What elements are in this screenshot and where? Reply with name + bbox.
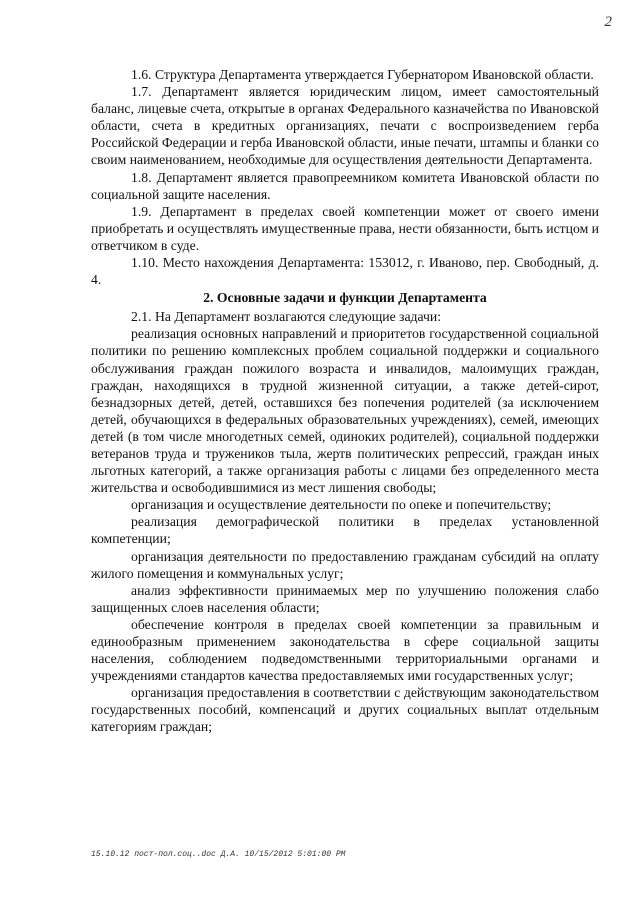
paragraph-1-8: 1.8. Департамент является правопреемником комитета Ивановской области по социальной защите населения. (91, 169, 599, 202)
paragraph-1-6: 1.6. Структура Департамента утверждается Губернатором Ивановской области. (131, 67, 594, 82)
task-item: организация и осуществление деятельности по опеке и попечительству; (131, 497, 552, 513)
task-item: обеспечение контроля в пределах своей компетенции за правильным и единообразным применением законодательства в сфере социальной защиты населения, соблюдением подведомственными территориальными органами и учреждениями стандартов качества предоставляемых ими государственных услуг; (91, 616, 599, 684)
paragraph-1-10: 1.10. Место нахождения Департамента: 153012, г. Иваново, пер. Свободный, д. 4. (91, 255, 599, 288)
paragraph-1-9: 1.9. Департамент в пределах своей компетенции может от своего имени приобретать и осуществлять имущественные права, нести обязанности, быть истцом и ответчиком в суде. (91, 203, 599, 253)
section-heading: 2. Основные задачи и функции Департамента (203, 290, 487, 306)
document-footer: 15.10.12 пост-пол.соц..doc Д.А. 10/15/2012 5:01:00 PM (91, 850, 346, 859)
task-item: организация деятельности по предоставлению гражданам субсидий на оплату жилого помещения и коммунальных услуг; (91, 548, 599, 581)
document-body (91, 66, 599, 736)
task-item: реализация демографической политики в пределах установленной компетенции; (91, 514, 599, 547)
task-item: анализ эффективности принимаемых мер по улучшению положения слабо защищенных слоев населения области; (91, 582, 599, 615)
page-number: 2 (604, 14, 612, 30)
paragraph-1-7: 1.7. Департамент является юридическим лицом, имеет самостоятельный баланс, лицевые счета, открытые в органах Федерального казначейства по Ивановской области, счета в кредитных организациях, печати с воспроизведением герба Российской Федерации и герба Ивановской области, иные печати, штампы и бланки со своим наименованием, необходимые для осуществления деятельности Департамента. (91, 84, 599, 168)
task-item: реализация основных направлений и приоритетов государственной социальной политики по решению комплексных проблем социальной поддержки и социального обслуживания граждан пожилого возраста и инвалидов, малоимущих граждан, граждан, находящихся в трудной жизненной ситуации, а также детей-сирот, безнадзорных детей, детей, оставшихся без попечения родителей (за исключением детей, обучающихся в федеральных образовательных учреждениях), семей, имеющих детей (в том числе многодетных семей, одиноких родителей), социальной поддержки ветеранов труда и тружеников тыла, жертв политических репрессий, граждан иных льготных категорий, а также организация работы с лицами без определенного места жительства и освободившимися из мест лишения свободы; (91, 326, 599, 496)
paragraph-2-1: 2.1. На Департамент возлагаются следующие задачи: (131, 309, 442, 325)
task-item: организация предоставления в соответствии с действующим законодательством государственных пособий, компенсаций и других социальных выплат отдельным категориям граждан; (91, 685, 599, 735)
